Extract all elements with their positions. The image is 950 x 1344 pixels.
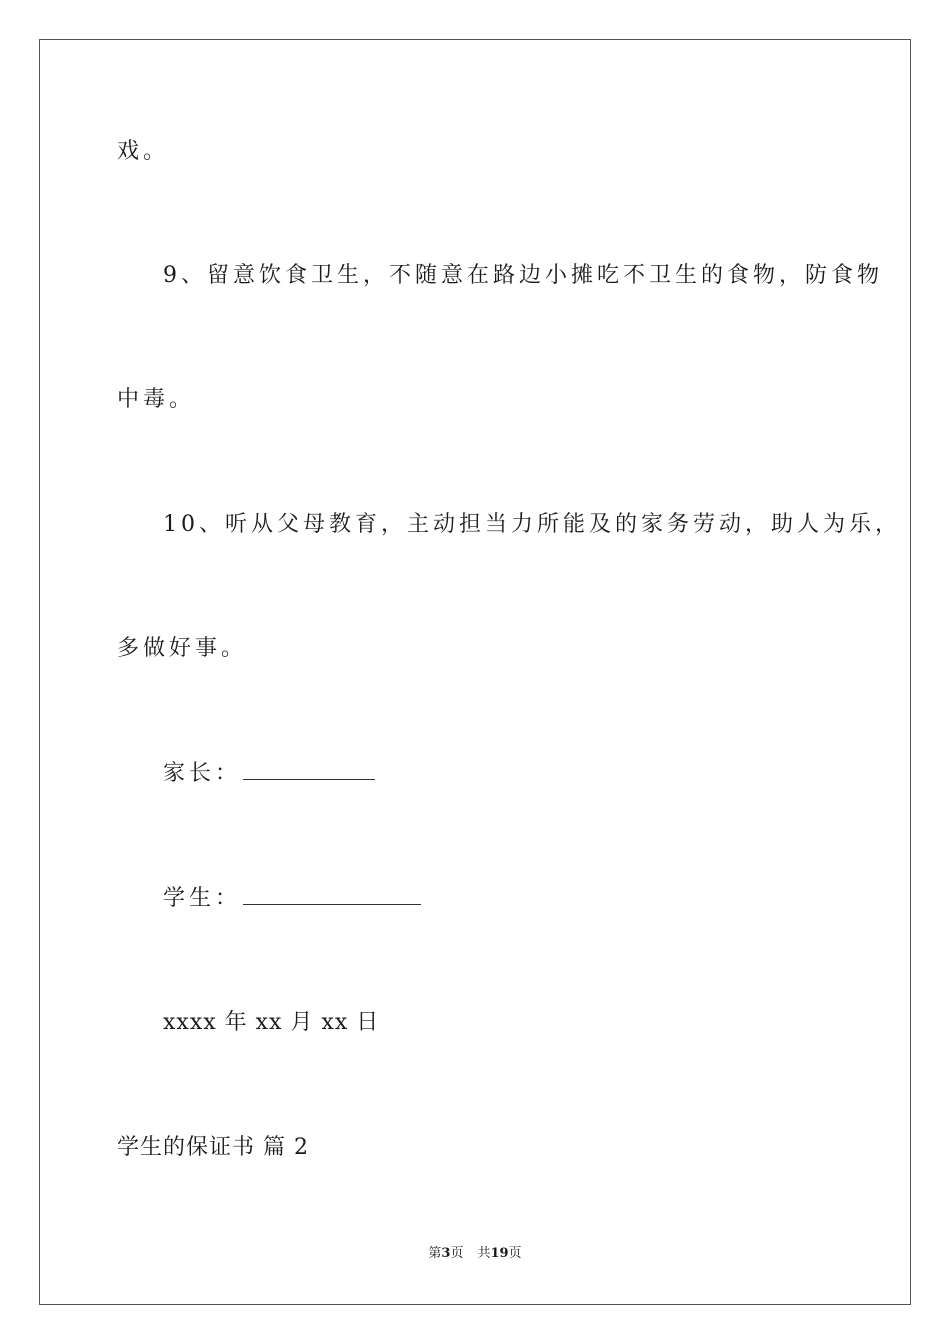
- footer-page-suffix: 页: [450, 1246, 464, 1261]
- parent-signature-line: [163, 759, 375, 789]
- footer-total-prefix: 共: [477, 1246, 491, 1261]
- paragraph-line-2: 9、留意饮食卫生，不随意在路边小摊吃不卫生的食物，防食物: [163, 263, 883, 288]
- paragraph-line-5: 多做好事。: [117, 636, 248, 661]
- student-signature-line: [163, 884, 421, 914]
- page-footer: [0, 1245, 950, 1263]
- date-line: xxxx 年 xx 月 xx 日: [163, 1010, 380, 1035]
- paragraph-line-4: 10、听从父母教育，主动担当力所能及的家务劳动，助人为乐，: [163, 512, 901, 537]
- section-title: 学生的保证书 篇 2: [117, 1135, 309, 1160]
- footer-page-total: 19: [490, 1246, 509, 1261]
- paragraph-line-1: 戏。: [117, 139, 170, 164]
- footer-page-prefix: 第: [428, 1246, 442, 1261]
- footer-page-current: 3: [441, 1246, 451, 1261]
- student-signature-blank: [243, 884, 421, 905]
- footer-total-suffix: 页: [508, 1246, 522, 1261]
- page-frame: [39, 39, 911, 1305]
- parent-signature-blank: [243, 759, 375, 780]
- student-label: 学生：: [163, 886, 242, 911]
- parent-label: 家长：: [163, 761, 242, 786]
- paragraph-line-3: 中毒。: [117, 387, 196, 412]
